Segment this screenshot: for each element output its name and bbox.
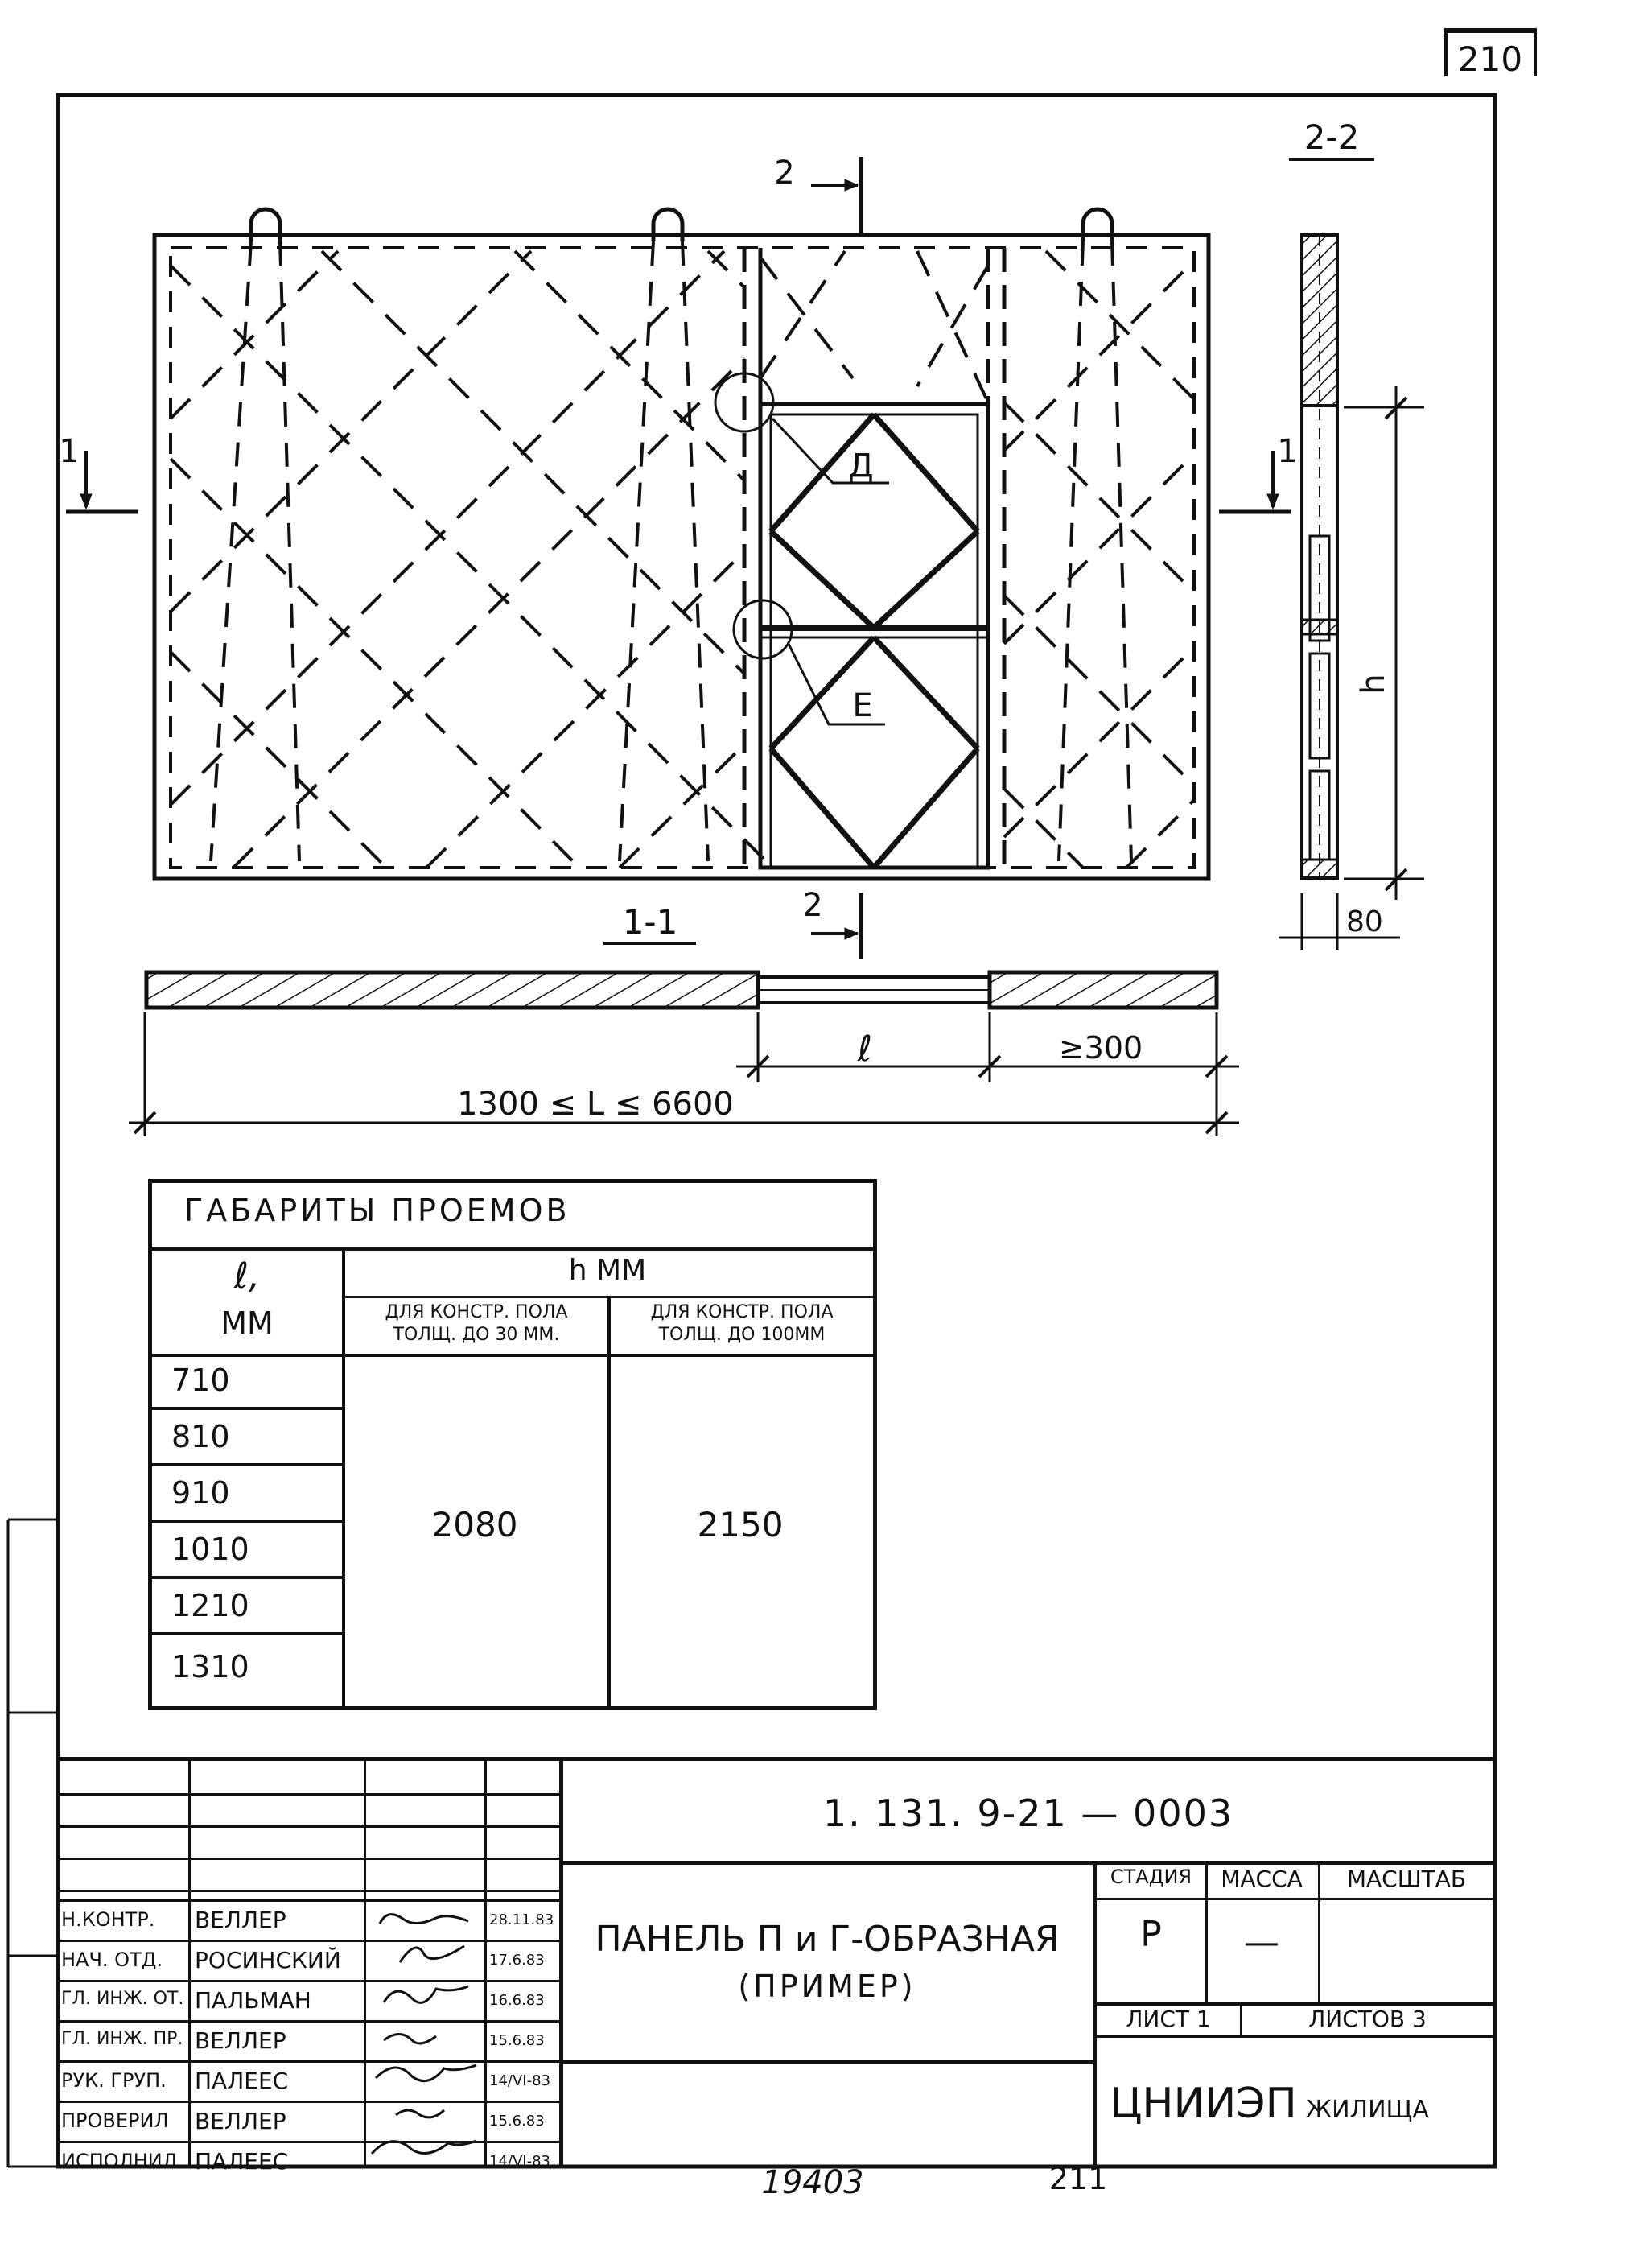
binding-strip bbox=[8, 1520, 58, 2167]
roles-list bbox=[58, 1899, 562, 2181]
stage-label: СТАДИЯ bbox=[1110, 1866, 1192, 1888]
openings-table-title: ГАБАРИТЫ ПРОЕМОВ bbox=[184, 1193, 570, 1228]
door-opening bbox=[744, 248, 1004, 868]
dim-80: 80 bbox=[1346, 905, 1383, 938]
section-mark-left: 1 bbox=[59, 433, 80, 470]
col2-header-1: ДЛЯ КОНСТР. ПОЛА bbox=[650, 1302, 834, 1322]
l-value-row: 1010 bbox=[152, 1523, 342, 1579]
title-block bbox=[58, 1757, 1495, 2175]
panel-elevation bbox=[154, 209, 1209, 879]
section-mark-top: 2 bbox=[774, 155, 795, 192]
l-value-row: 1210 bbox=[152, 1579, 342, 1635]
col1-header-1: ДЛЯ КОНСТР. ПОЛА bbox=[385, 1302, 568, 1322]
node-label-a: Д bbox=[848, 447, 874, 485]
sheet-number: 210 bbox=[1457, 39, 1523, 79]
section-mark-bottom: 2 bbox=[802, 887, 823, 924]
title-line-1: ПАНЕЛЬ П и Г-ОБРАЗНАЯ bbox=[595, 1919, 1060, 1960]
reinforcement-mesh-top bbox=[760, 251, 988, 402]
node-label-e: Е bbox=[852, 687, 873, 724]
h-header: h ММ bbox=[568, 1254, 647, 1287]
reinforcement-mesh-right bbox=[1004, 251, 1194, 868]
role-row: ГЛ. ИНЖ. ПР. ВЕЛЛЕР 15.6.83 bbox=[58, 2020, 562, 2060]
dim-L: 1300 ≤ L ≤ 6600 bbox=[457, 1086, 734, 1123]
dim-h: h bbox=[1355, 674, 1392, 695]
scale-label: МАСШТАБ bbox=[1346, 1866, 1467, 1892]
role-row: ИСПОЛНИЛ ПАЛЕЕС 14/VI-83 bbox=[58, 2141, 562, 2181]
stage-value: Р bbox=[1140, 1914, 1162, 1955]
dim-l: ℓ bbox=[857, 1029, 873, 1070]
openings-table bbox=[148, 1179, 877, 1710]
l-unit: ММ bbox=[220, 1305, 274, 1341]
sheet-number-box bbox=[1444, 31, 1537, 79]
section-2-2-label: 2-2 bbox=[1303, 118, 1360, 157]
section-1-1-label: 1-1 bbox=[622, 902, 678, 942]
h2-value: 2150 bbox=[697, 1505, 784, 1544]
mass-label: МАССА bbox=[1221, 1866, 1303, 1892]
org-sub: ЖИЛИЩА bbox=[1305, 2096, 1429, 2124]
role-row: ГЛ. ИНЖ. ОТ. ПАЛЬМАН 16.6.83 bbox=[58, 1980, 562, 2020]
role-row: НАЧ. ОТД. РОСИНСКИЙ 17.6.83 bbox=[58, 1940, 562, 1980]
sheets-label: ЛИСТОВ 3 bbox=[1308, 2006, 1427, 2032]
l-value-row: 810 bbox=[152, 1410, 342, 1466]
signatures bbox=[368, 1899, 484, 2167]
col2-header-2: ТОЛЩ. ДО 100ММ bbox=[658, 1325, 826, 1345]
mass-value: — bbox=[1244, 1922, 1279, 1963]
dim-300: ≥300 bbox=[1058, 1030, 1143, 1066]
reinforcement-mesh-left bbox=[171, 251, 772, 868]
l-value-row: 1310 bbox=[171, 1649, 249, 1685]
col1-header-2: ТОЛЩ. ДО 30 ММ. bbox=[393, 1325, 560, 1345]
bottom-page: 211 bbox=[1048, 2161, 1108, 2196]
bottom-number: 19403 bbox=[761, 2164, 864, 2201]
role-row: ПРОВЕРИЛ ВЕЛЛЕР 15.6.83 bbox=[58, 2101, 562, 2141]
l-value-row: 910 bbox=[152, 1466, 342, 1523]
section-2-2 bbox=[1279, 235, 1424, 950]
l-header: ℓ, bbox=[233, 1256, 261, 1297]
section-mark-right: 1 bbox=[1277, 433, 1298, 470]
doc-code: 1. 131. 9-21 — 0003 bbox=[822, 1792, 1234, 1835]
role-row: Н.КОНТР. ВЕЛЛЕР 28.11.83 bbox=[58, 1899, 562, 1940]
lifting-loops bbox=[211, 209, 1131, 861]
org-main: ЦНИИЭП bbox=[1110, 2080, 1297, 2128]
section-marks bbox=[66, 157, 1291, 959]
sheet-label: ЛИСТ 1 bbox=[1126, 2006, 1211, 2032]
role-row: РУК. ГРУП. ПАЛЕЕС 14/VI-83 bbox=[58, 2060, 562, 2101]
title-line-2: (ПРИМЕР) bbox=[738, 1969, 916, 2004]
l-value-row: 710 bbox=[152, 1354, 342, 1410]
h1-value: 2080 bbox=[431, 1505, 518, 1544]
